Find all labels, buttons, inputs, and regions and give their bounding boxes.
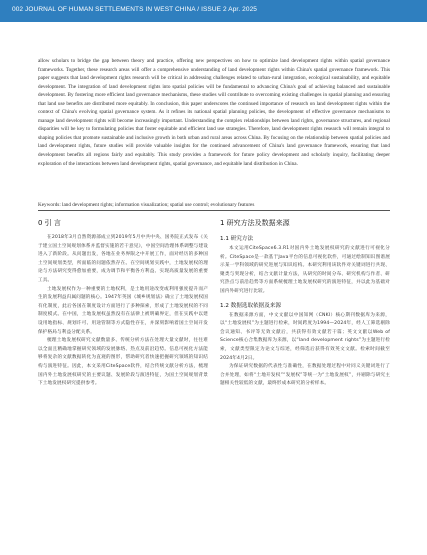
- body-paragraph: 在数据来源方面，中文文献以中国知网（CNKI）核心期刊数据库为来源，以“土地发展权”为主题进行检索，时间跨度为1994—2024年，经人工筛选剔除会议通知、书评等无效文献后，共获得有效文献若干篇；英文文献以Web of Science核心合集数据库为来源，以“land development rights”为主题进行检索，文献类型限定为论文与综述，经筛选后获得有效英文文献。检索时间截至2024年4月2日。: [220, 312, 390, 361]
- body-paragraph: 土地发展权作为一种重要的土地权利，是土地用途改变或利用强度提升而产生的发展利益归属问题的核心。1947年英国《城乡规划法》确立了土地发展权国有化制度，此后各国在制度设计方面进行了多种探索，形成了土地发展权的不同制度模式。在中国，土地发展权虽然没有在法律上被明确界定，但在实践中以建设用地指标、规划许可、用途管制等方式隐性存在，并深刻影响着国土空间开发保护格局与利益分配关系。: [38, 286, 208, 335]
- keywords-line: Keywords: land development rights; information visualization; spatial use control; evolutionary features: [38, 202, 255, 208]
- running-header-bar: [0, 0, 427, 22]
- body-paragraph: 在2018年3月自然资源部成立到2019年5月中共中央、国务院正式发布《关于建立国土空间规划体系并监督实施的若干意见》，中国空间治理体系调整与建设进入了新阶段。从问题出发，各地在业务界限之中开展工作，面对经历的多种国土空间规划类型，所面临的问题依然存在。在空间规划实践中，土地发展权的理论与方法研究变得愈加重要，成为调节和平衡各方利益、实现高质量发展的重要工具。: [38, 235, 208, 283]
- left-column: [38, 218, 208, 389]
- subsection-title-data: 1.2 数据选取依据及来源: [220, 302, 282, 309]
- body-paragraph: 本文运用CiteSpace6.3.R1对国内外土地发展权研究的文献进行可视化分析。CiteSpace是一款基于Java平台的信息可视化软件，可通过绘制知识图谱展示某一学科领域的研究进展与知识结构。本研究利用该软件对关键词进行共现、聚类与突现分析，结合文献计量方法，从研究的时间分布、研究机构与作者、研究热点与前沿趋势等方面系统梳理土地发展权研究的演进特征，并以此为基础对国内外研究进行比较。: [220, 246, 390, 294]
- section-title-introduction: 0 引 言: [38, 219, 61, 227]
- abstract-text: allow scholars to bridge the gap between theory and practice, offering new perspectives on how to optimize land development rights within spatial governance frameworks. Together, these research areas will offer a comprehensive understanding of land development rights within China's spatial governance framework. This paper suggests that land development rights research will be critical in addressing challenges related to urban-rural integration, ecological sustainability, and equitable development. The integration of land development rights into spatial policies will be fundamental to advancing China's goal of achieving balanced and sustainable development. By fostering more efficient land governance mechanisms, these studies will contribute to overcoming existing challenges in spatial planning and ensuring that land use benefits are distributed more equitably. In conclusion, this paper underscores the continued importance of research on land development rights within the context of China's evolving spatial governance system. As it refines its national spatial planning policies, the development of effective governance mechanisms to manage land development rights will become increasingly important. Understanding the complex relationships between land rights, governance structures, and regional disparities will be key to formulating policies that foster equitable and efficient land use strategies. Therefore, land development rights research will remain integral to shaping policies that promote sustainable and inclusive growth in both urban and rural areas across China. By focusing on the relationship between spatial policies and land development rights, future studies will provide valuable insights for the continued advancement of China's land governance framework, ensuring that land development benefits all regions fairly and equitably. This study provides a framework for future policy development and scholarly inquiry, facilitating deeper exploration of the interactions between land development rights, spatial governance, and equitable land distribution in China.: [38, 58, 390, 167]
- right-column: [220, 218, 390, 389]
- subsection-title-method: 1.1 研究方法: [220, 236, 254, 242]
- section-title-methods: 1 研究方法及数据来源: [220, 219, 290, 227]
- running-head: 002 JOURNAL OF HUMAN SETTLEMENTS IN WEST CHINA / ISSUE 2 Apr. 2025: [12, 6, 257, 13]
- body-paragraph: 为保证研究数据的代表性与准确性，在数据处理过程中对同义关键词进行了合并处理，如将“土地开发权”“发展权”等统一为“土地发展权”，并剔除与研究主题相关性较低的文献，最终形成本研究的分析样本。: [220, 364, 390, 387]
- body-paragraph: 梳理土地发展权研究文献数量多、传统分析方法在处理大量文献时，往往难以全面且精确地掌握研究领域的发展脉络、热点及前沿趋势。信息可视化方法能够将复杂的文献数据转化为直观的图形，帮助研究者快速把握研究领域的知识结构与演进特征。因此，本文采用CiteSpace软件，结合传统文献分析方法，梳理国内外土地发展权研究的主要议题、发展阶段与演进特征，为国土空间规划背景下土地发展权研究提供参考。: [38, 338, 208, 387]
- section-divider: [38, 210, 390, 211]
